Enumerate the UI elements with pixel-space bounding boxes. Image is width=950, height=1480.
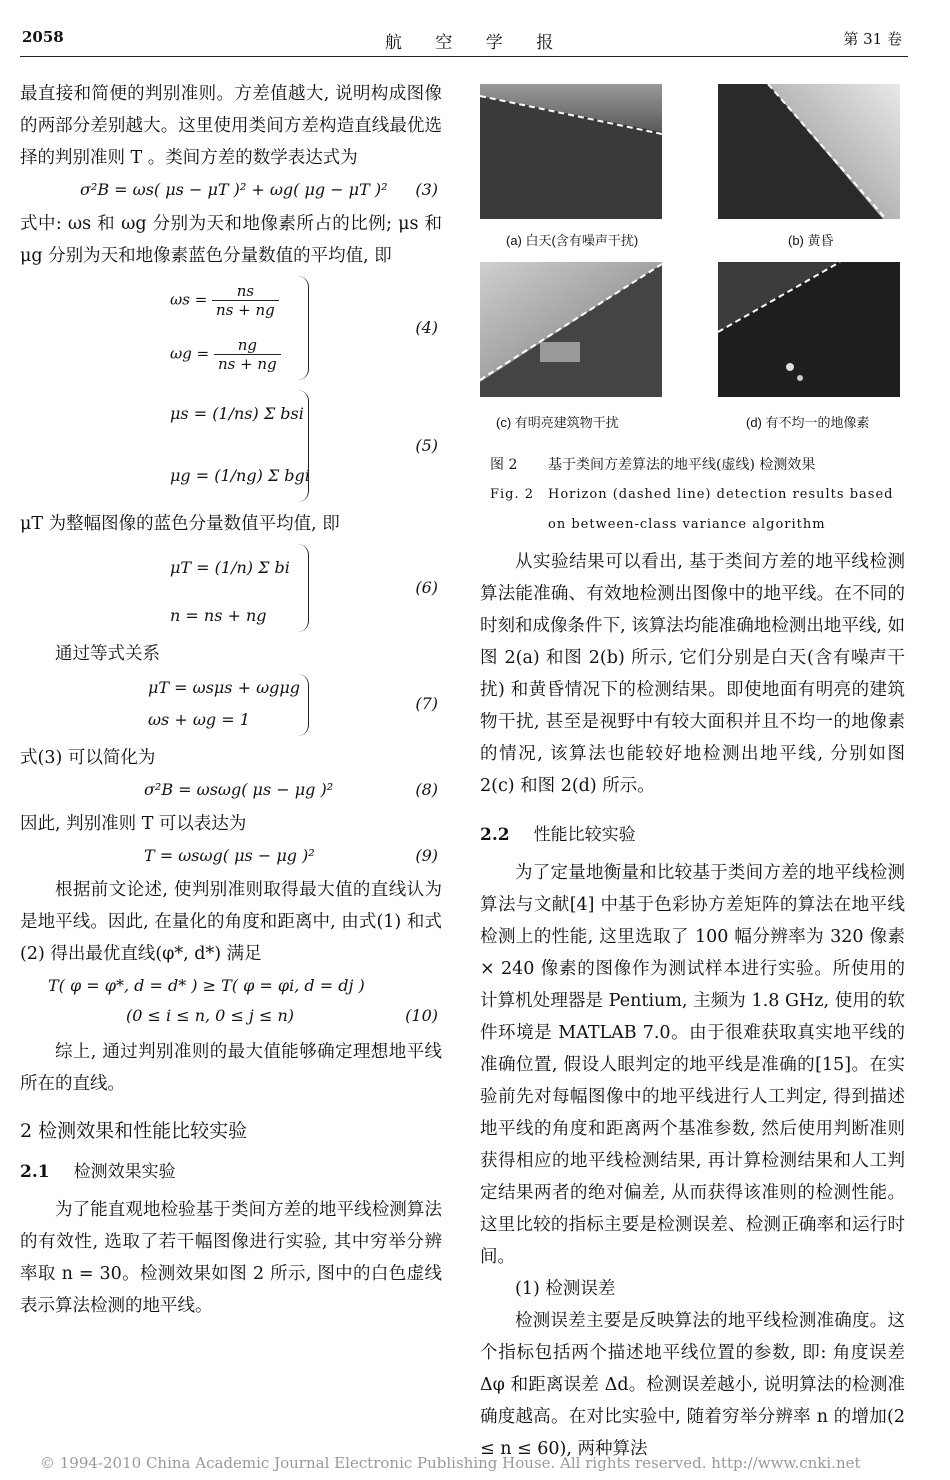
- figure-image-d: [718, 262, 900, 397]
- equation-body: T = ωsωg( μs − μg )²: [144, 846, 315, 865]
- paragraph: 综上, 通过判别准则的最大值能够确定理想地平线所在的直线。: [20, 1042, 442, 1094]
- volume-label: 第 31 卷: [843, 30, 902, 48]
- equation-number: (7): [415, 694, 438, 713]
- copyright-footer: © 1994-2010 China Academic Journal Electronic Publishing House. All rights reserved. http://www.cnki.net: [40, 1454, 861, 1472]
- equation-line: μT = ωsμs + ωgμg: [148, 678, 301, 697]
- paragraph: 式中: ωs 和 ωg 分别为天和地像素所占的比例; μs 和 μg 分别为天和地像素蓝色分量数值的平均值, 即: [20, 214, 442, 266]
- subfigure-label-b: (b) 黄昏: [788, 233, 834, 248]
- caption-text-en: Horizon (dashed line) detection results based: [548, 487, 894, 502]
- page-header: [0, 0, 950, 62]
- equation-body: σ²B = ωsωg( μs − μg )²: [144, 780, 334, 799]
- equation-line: μT = (1/n) Σ bi: [170, 558, 290, 577]
- equation-number: (4): [415, 318, 438, 337]
- figure-caption: [490, 450, 910, 540]
- journal-title: 航 空 学 报: [385, 33, 568, 53]
- page-number: 2058: [22, 28, 64, 46]
- equation-number: (5): [415, 436, 438, 455]
- caption-text-en-cont: on between-class variance algorithm: [548, 517, 826, 532]
- figure-image-c: [480, 262, 662, 397]
- fraction: $\frac{ns}{ns + ng}$: [212, 282, 279, 319]
- equation-9: [20, 840, 442, 874]
- caption-text-cn: 基于类间方差算法的地平线(虚线) 检测效果: [548, 457, 816, 473]
- equation-line: μg = (1/ng) Σ bgi: [170, 466, 310, 485]
- subsection-title: 检测效果实验: [73, 1162, 176, 1182]
- subfigure-label-d: (d) 有不均一的地像素: [746, 415, 870, 430]
- header-rule: [20, 56, 908, 57]
- paragraph: 从实验结果可以看出, 基于类间方差的地平线检测算法能准确、有效地检测出图像中的地平线。在不同的时刻和成像条件下, 该算法均能准确地检测出地平线, 如图 2(a) 和图 2(b) 所示, 它们分别是白天(含有噪声干扰) 和黄昏情况下的检测结果。即使地面有明亮的建筑物干扰, 甚至是视野中有较大面积并且不均一的地像素的情况, 该算法也能较好地检测出地平线, 分别如图 2(c) 和图 2(d) 所示。: [480, 552, 905, 796]
- equation-number: (6): [415, 578, 438, 597]
- brace: [298, 544, 309, 632]
- caption-label-en: Fig. 2: [490, 487, 535, 502]
- paragraph: 根据前文论述, 使判别准则取得最大值的直线认为是地平线。因此, 在量化的角度和距离中, 由式(1) 和式(2) 得出最优直线(φ*, d*) 满足: [20, 880, 442, 964]
- equation-number: (10): [405, 1006, 438, 1025]
- fraction: $\frac{ng}{ns + ng}$: [214, 336, 281, 373]
- equation-body: σ²B = ωs( μs − μT )² + ωg( μg − μT )²: [80, 180, 388, 199]
- paragraph: 通过等式关系: [55, 644, 160, 664]
- equation-line: T( φ = φ*, d = d* ) ≥ T( φ = φi, d = dj ): [48, 976, 365, 995]
- equation-line: ωs + ωg = 1: [148, 710, 250, 729]
- subsection-number: 2.1: [20, 1162, 50, 1182]
- equation-lhs: ωg =: [170, 344, 210, 363]
- subsection-title: 性能比较实验: [533, 825, 636, 845]
- equation-lhs: ωs =: [170, 290, 208, 309]
- brace: [298, 390, 309, 502]
- paragraph: 式(3) 可以简化为: [20, 748, 156, 768]
- equation-number: (9): [415, 846, 438, 865]
- subsection-heading: [20, 1157, 442, 1182]
- right-column: [480, 546, 905, 1465]
- figure-2: [478, 84, 908, 444]
- paragraph: 为了定量地衡量和比较基于类间方差的地平线检测算法与文献[4] 中基于色彩协方差矩阵的算法在地平线检测上的性能, 这里选取了 100 幅分辨率为 320 像素 × 240 像素的图像作为测试样本进行实验。所使用的计算机处理器是 Pentium, 主频为 1.8 GHz, 使用的软件环境是 MATLAB 7.0。由于很难获取真实地平线的准确位置, 假设人眼判定的地平线是准确的[15]。在实验前先对每幅图像中的地平线进行人工判定, 得到描述地平线的角度和距离两个基准参数, 然后使用判断准则获得相应的地平线检测结果, 再计算检测结果和人工判定结果两者的绝对偏差, 从而获得该准则的检测性能。这里比较的指标主要是检测误差、检测正确率和运行时间。: [480, 863, 905, 1267]
- equation-line: μs = (1/ns) Σ bsi: [170, 404, 304, 423]
- subsection-heading: [480, 820, 905, 845]
- paragraph: 最直接和简便的判别准则。方差值越大, 说明构成图像的两部分差别越大。这里使用类间方差构造直线最优选择的判别准则 T 。类间方差的数学表达式为: [20, 84, 442, 168]
- equation-10: [20, 970, 442, 1036]
- equation-3: [20, 174, 442, 208]
- equation-number: (3): [415, 180, 438, 199]
- equation-4: [20, 272, 442, 388]
- brace: [298, 674, 309, 736]
- brace: [298, 276, 309, 380]
- subfigure-label-a: (a) 白天(含有噪声干扰): [506, 233, 639, 248]
- equation-8: [20, 774, 442, 808]
- paragraph: 为了能直观地检验基于类间方差的地平线检测算法的有效性, 选取了若干幅图像进行实验, 其中穷举分辨率取 n = 30。检测效果如图 2 所示, 图中的白色虚线表示算法检测的地平线。: [20, 1200, 442, 1316]
- list-item-heading: (1) 检测误差: [515, 1279, 616, 1299]
- equation-6: [20, 540, 442, 638]
- section-heading: 2 检测效果和性能比较实验: [20, 1120, 248, 1142]
- paragraph: μT 为整幅图像的蓝色分量数值平均值, 即: [20, 514, 340, 534]
- left-column: [20, 78, 442, 1322]
- equation-number: (8): [415, 780, 438, 799]
- paragraph: 检测误差主要是反映算法的地平线检测准确度。这个指标包括两个描述地平线位置的参数, 即: 角度误差 Δφ 和距离误差 Δd。检测误差越小, 说明算法的检测准确度越高。在对比实验中, 随着穷举分辨率 n 的增加(2 ≤ n ≤ 60), 两种算法: [480, 1311, 905, 1459]
- equation-7: [20, 670, 442, 742]
- subsection-number: 2.2: [480, 825, 510, 845]
- paragraph: 因此, 判别准则 T 可以表达为: [20, 814, 247, 834]
- equation-line: n = ns + ng: [170, 606, 267, 625]
- figure-image-b: [718, 84, 900, 219]
- figure-image-a: [480, 84, 662, 219]
- caption-label-cn: 图 2: [490, 457, 518, 473]
- equation-line: (0 ≤ i ≤ n, 0 ≤ j ≤ n): [126, 1006, 295, 1025]
- subfigure-label-c: (c) 有明亮建筑物干扰: [496, 415, 619, 430]
- equation-5: [20, 388, 442, 508]
